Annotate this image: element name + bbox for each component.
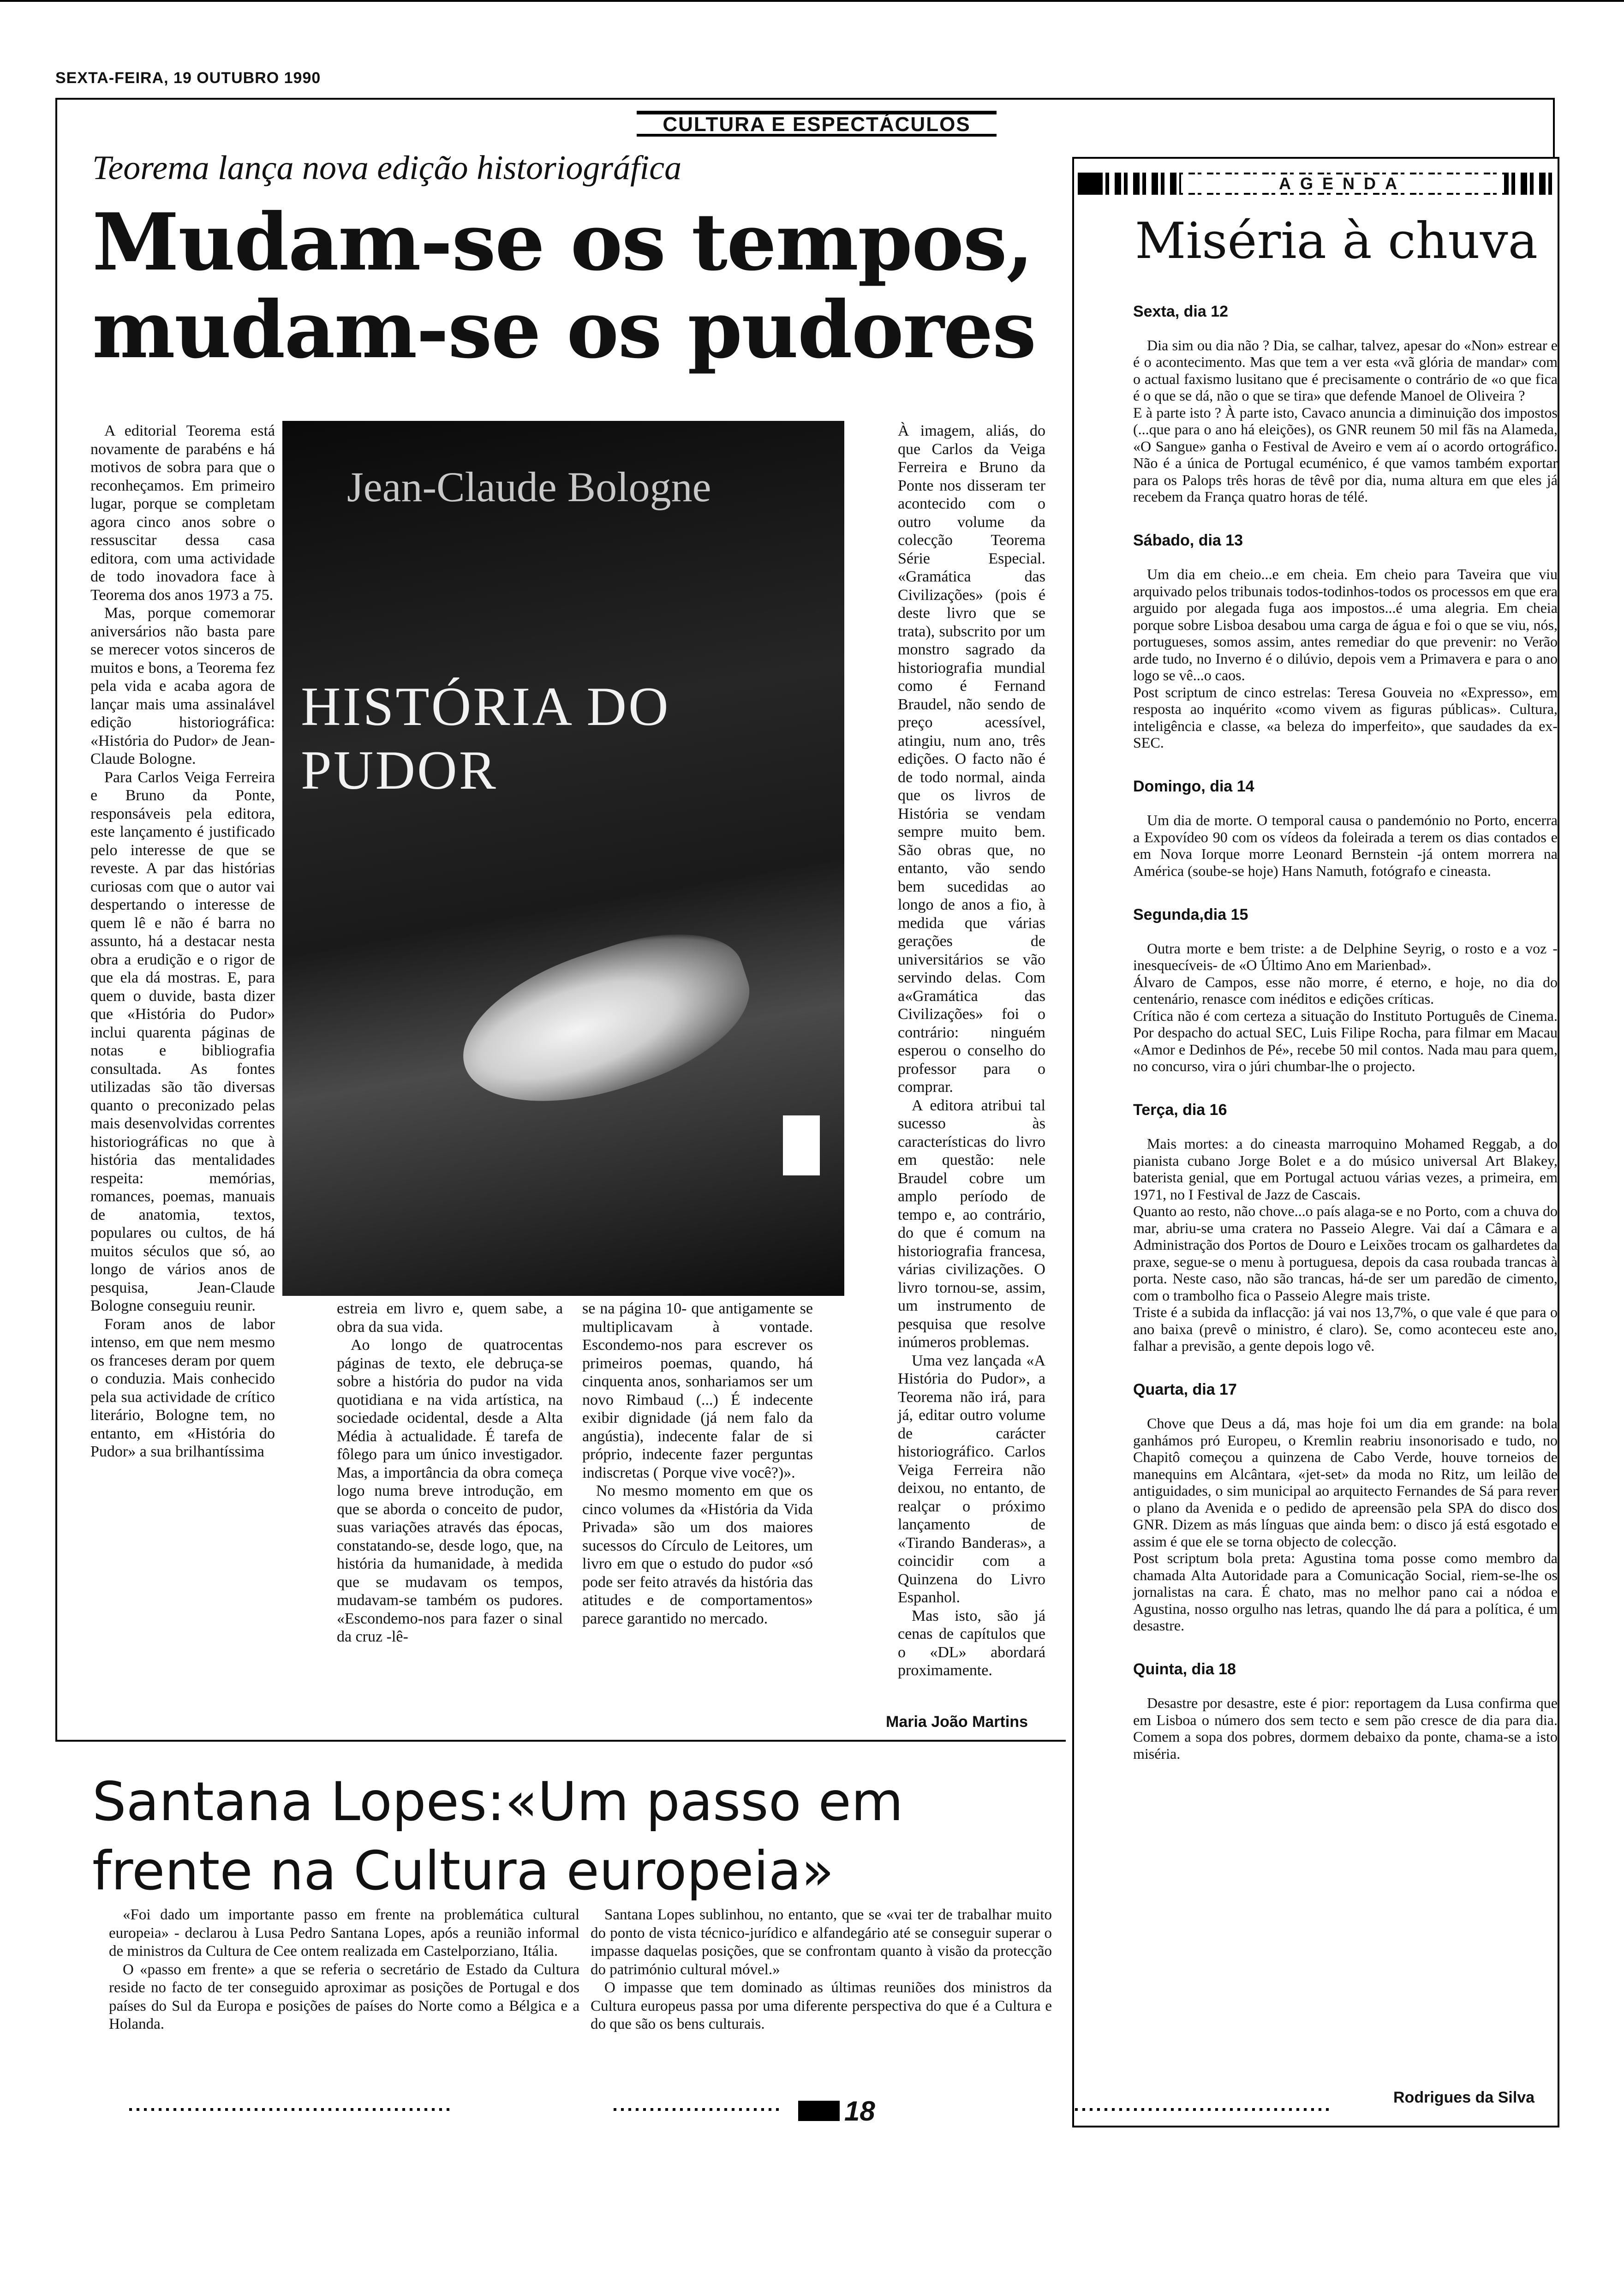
sidebar-title: Miséria à chuva xyxy=(1135,212,1538,270)
day-heading: Quarta, dia 17 xyxy=(1133,1381,1237,1398)
day-text: Desastre por desastre, este é pior: reportagem da Lusa confirma que em Lisboa o número dos sem tecto e sem pão cresce de dia para dia. Comem a sopa dos pobres, dormem debaixo da ponte, chama-se a isto miséria. xyxy=(1133,1695,1558,1762)
paragraph: A editorial Teorema está novamente de parabéns e há motivos de sobra para que o reconheçamos. Em primeiro lugar, porque se completam agora cinco anos sobre o ressuscitar dessa casa editora, com uma actividade de todo inovadora face à Teorema dos anos 1973 a 75. xyxy=(90,422,275,604)
sidebar-byline: Rodrigues da Silva xyxy=(1393,2089,1535,2106)
paragraph: Ao longo de quatrocentas páginas de texto, ele debruça-se sobre a história do pudor na vida quotidiana e na vida artística, na sociedade ocidental, desde a Alta Média à actualidade. É tarefa de fôlego para um único investigador. Mas, a importância da obra começa logo numa breve introdução, em que se aborda o conceito de pudor, suas variações através das épocas, constatando-se, desde logo, que, na história da humanidade, à medida que se mudavam os tempos, mudavam-se também os pudores. «Escondemo-nos para fazer o sinal da cruz -lê- xyxy=(337,1336,563,1645)
publisher-logo xyxy=(783,1115,820,1175)
article-kicker: Teorema lança nova edição historiográfica xyxy=(92,149,682,187)
dateline: SEXTA-FEIRA, 19 OUTUBRO 1990 xyxy=(55,69,321,87)
top-rule xyxy=(0,0,1624,2)
day-text: Outra morte e bem triste: a de Delphine Seyrig, o rosto e a voz -inesquecíveis- de «O Último Ano em Marienbad». Álvaro de Campos, esse não morre, é eterno, e hoje, no dia do centenário, renasce com inéditos e edições críticas. Crítica não é com certeza a situação do Instituto Português de Cinema. Por despacho do actual SEC, Luis Filipe Rocha, para filmar em Macau «Amor e Dedinhos de Pé», recebe 50 mil contos. Nada mau para quem, no concurso, vira o júri chumbar-lhe o projecto. xyxy=(1133,940,1558,1074)
book-cover-photo xyxy=(282,421,844,1296)
paragraph: estreia em livro e, quem sabe, a obra da sua vida. xyxy=(337,1300,563,1336)
article2-column-2 xyxy=(591,1906,1052,2034)
day-text: Mais mortes: a do cineasta marroquino Mohamed Reggab, a do pianista cubano Jorge Bolet e a do músico universal Art Blakey, baterista genial, que em Portugal actuou várias vezes, a primeira, em 1971, no I Festival de Jazz de Cascais. Quanto ao resto, não chove...o país alaga-se e no Porto, com a chuva do mar, abriu-se uma cratera no Passeio Alegre. Vai daí a Câmara e a Administração dos Portos de Douro e Leixões trocam os galhardetes da praxe, segue-se o menu à portuguesa, depois da casa roubada trancas à porta. Neste caso, não são trancas, há-de ser um paredão de cimento, com o trambolho fica o Passeio Alegre mais triste. Triste é a subida da inflacção: já vai nos 13,7%, o que vale é que para o ano baixa (prevê o ministro, é claro). Se, como aconteceu este ano, falhar a previsão, a gente depois logo vê. xyxy=(1133,1135,1558,1354)
article-column-2 xyxy=(337,1300,563,1646)
paragraph: Uma vez lançada «A História do Pudor», a Teorema não irá, para já, editar outro volume de carácter historiográfico. Carlos Veiga Ferreira não deixou, no entanto, de realçar o próximo lançamento de «Tirando Banderas», a coincidir com a Quinzena do Livro Espanhol. xyxy=(898,1352,1045,1606)
article-byline: Maria João Martins xyxy=(886,1713,1028,1731)
article-column-3 xyxy=(582,1300,813,1628)
day-heading: Sexta, dia 12 xyxy=(1133,302,1229,320)
day-text: Dia sim ou dia não ? Dia, se calhar, talvez, apesar do «Non» estrear e é o acontecimento. Mas que tem a ver esta «vã glória de mandar» com o actual faxismo lusitano que é precisamente o contrário de «o que fica é o que se dá, não o que se tira» que defende Manoel de Oliveira ? E à parte isto ? À parte isto, Cavaco anuncia a diminuição dos impostos (...que para o ano há eleições), os GNR reunem 50 mil fãs na Alameda, «O Sangue» ganha o Festival de Aveiro e vem aí o acordo ortográfico. Não é a única de Portugal ecuménico, é que vamos também exportar para os Palops três horas de têvê por dia, numa altura em que eles já recebem da França quatro horas de télé. xyxy=(1133,336,1558,505)
page-number: 18 xyxy=(844,2096,875,2127)
day-heading: Terça, dia 16 xyxy=(1133,1101,1227,1119)
paragraph: Mas, porque comemorar aniversários não basta pare se merecer votos sinceros de muitos e bons, a Teorema fez pela vida e acaba agora de lançar mais uma assinalável edição historiográfica: «História do Pudor» de Jean-Claude Bologne. xyxy=(90,605,275,767)
sidebar-band-marker xyxy=(1078,173,1100,195)
paragraph: «Foi dado um importante passo em frente na problemática cultural europeia» - declarou à Lusa Pedro Santana Lopes, após a reunião informal de ministros da Cultura de Cee ontem realizada em Castelporziano, Itália. xyxy=(109,1906,579,1959)
day-text: Chove que Deus a dá, mas hoje foi um dia em grande: na bola ganhámos pró Europeu, o Kremlin reabriu insonorisado e tudo, no Chapitô começou a quinzena de Cabo Verde, houve torneios de manequins em Alcântara, «jet-set» da moda no Ritz, um leilão de antiguidades, o sim municipal ao arquitecto Fernandes de Sá para rever o plano da Avenida e o pedido de apreensão pela SPA do disco dos GNR. Dizem as más línguas que ainda bem: o disco já está esgotado e assim é que ele se torna objecto de colecção. Post scriptum bola preta: Agustina toma posse como membro da chamada Alta Autoridade para a Comunicação Social, riem-se-lhe os jornalistas na cara. É chato, mas no melhor pano cai a nódoa e Agustina, nosso orgulho nas letras, quando lhe dá para a política, é um desastre. xyxy=(1133,1415,1558,1634)
paragraph: O impasse que tem dominado as últimas reuniões dos ministros da Cultura europeus passa por uma diferente perspectiva do que é a Cultura e do que são os bens culturais. xyxy=(591,1979,1052,2032)
paragraph: A editora atribui tal sucesso às características do livro em questão: nele Braudel cobre um amplo período de tempo e, ao contrário, do que é comum na historiografia francesa, várias civilizações. O livro tornou-se, assim, um instrumento de pesquisa que resolve inúmeros problemas. xyxy=(898,1097,1045,1351)
photo-book-title: HISTÓRIA DO PUDOR xyxy=(301,676,670,801)
article-column-1 xyxy=(90,422,275,1461)
left-frame-rule xyxy=(55,98,57,1741)
article2-top-rule xyxy=(55,1740,1066,1742)
footer-speckle xyxy=(129,2108,452,2111)
header-rule-right xyxy=(1553,98,1555,158)
article-column-4 xyxy=(898,422,1045,1680)
day-heading: Domingo, dia 14 xyxy=(1133,778,1254,795)
paragraph: No mesmo momento em que os cinco volumes da «História da Vida Privada» são um dos maiores sucessos do Círculo de Leitores, um livro em que o estudo do pudor «só pode ser feito através da história das atitudes e de comportamentos» parece garantido no mercado. xyxy=(582,1482,813,1627)
day-text: Um dia de morte. O temporal causa o pandemónio no Porto, encerra a Expovídeo 90 com os vídeos da foleirada a terem os dias contados e em Nova Iorque morre Leonard Bernstein -já ontem morrera na América (soube-se hoje) Hans Namuth, fotógrafo e cineasta. xyxy=(1133,812,1558,879)
day-text: Um dia em cheio...e em cheia. Em cheio para Taveira que viu arquivado pelos tribunais todos-todinhos-todos os processos em que era arguido por alegada fuga aos impostos...é uma alegria. Em cheia porque sobre Lisboa desabou uma carga de água e foi o que se viu, nós, portugueses, somos assim, antes remediar do que prevenir: no Verão arde tudo, no Inverno é o dilúvio, depois vem a Primavera e para o ano logo se vê...o caos. Post scriptum de cinco estrelas: Teresa Gouveia no «Expresso», em resposta ao inquérito «como vivem as figuras públicas». Cultura, inteligência e classe, «a beleza do imperfeito», que saudades da ex-SEC. xyxy=(1133,566,1558,751)
paragraph: Santana Lopes sublinhou, no entanto, que se «vai ter de trabalhar muito do ponto de vista técnico-jurídico e alfandegário até se conseguir superar o impasse daquelas posições, que se confrontam quanto à visão da protecção do património cultural móvel.» xyxy=(591,1906,1052,1978)
paragraph: se na página 10- que antigamente se multiplicavam à vontade. Escondemo-nos para escrever os primeiros poemas, quando, há cinquenta anos, sonhariamos ser um novo Rimbaud (...) É indecente exibir dignidade (já nem falo da angústia), indecente falar de si próprio, indecente fazer perguntas indiscretas ( Porque vive você?)». xyxy=(582,1300,813,1481)
header-rule xyxy=(55,98,1555,100)
section-banner: CULTURA E ESPECTÁCULOS xyxy=(637,111,997,137)
paragraph: O «passo em frente» a que se referia o secretário de Estado da Cultura reside no facto de ter conseguido aproximar as posições de Portugal e dos países do Sul da Europa e posições de países do Norte como a Bélgica e a Holanda. xyxy=(109,1961,579,2032)
paragraph: À imagem, aliás, do que Carlos da Veiga Ferreira e Bruno da Ponte nos disseram ter acontecido com o outro volume da colecção Teorema Série Especial. «Gramática das Civilizações» (pois é deste livro que se trata), subscrito por um monstro sagrado da historiografia mundial como é Fernand Braudel, não sendo de preço acessível, atingiu, num ano, três edições. O facto não é de todo normal, ainda que os livros de História se vendam sempre muito bem. São obras que, no entanto, vão sendo bem sucedidas ao longo de anos a fio, à medida que várias gerações de universitários se vão servindo delas. Com a«Gramática das Civilizações» foi o contrário: ninguém esperou o conselho do professor para o comprar. xyxy=(898,422,1045,1096)
sidebar-agenda xyxy=(1133,286,1558,1779)
reclining-figure xyxy=(443,909,767,1132)
paragraph: Foram anos de labor intenso, em que nem mesmo os franceses deram por quem o conduzia. Mais conhecido pela sua actividade de crítico literário, Bologne tem, no entanto, em «História do Pudor» a sua brilhantíssima xyxy=(90,1315,275,1460)
paragraph: Mas isto, são já cenas de capítulos que o «DL» abordará proximamente. xyxy=(898,1607,1045,1679)
article-headline: Mudam-se os tempos, mudam-se os pudores xyxy=(92,196,1036,376)
footer-logo-mark xyxy=(798,2101,840,2121)
footer-speckle xyxy=(614,2108,780,2111)
article2-column-1 xyxy=(109,1906,579,2034)
day-heading: Segunda,dia 15 xyxy=(1133,905,1248,923)
photo-author-text: Jean-Claude Bologne xyxy=(347,463,711,510)
sidebar-band-label: AGENDA xyxy=(1181,174,1504,193)
paragraph: Para Carlos Veiga Ferreira e Bruno da Ponte, responsáveis pela editora, este lançamento é justificado pelo interesse de que se reveste. A par das histórias curiosas com que o autor vai despertando o interesse de quem lê e não é barra no assunto, há a destacar nesta obra a erudição e o rigor de que ela dá mostras. E, para quem o duvide, basta dizer que «História do Pudor» inclui quarenta páginas de notas e bibliografia consultada. As fontes utilizadas são tão diversas quanto o preconizado pelas mais desenvolvidas correntes historiográficas no que à história das mentalidades respeita: memórias, romances, poemas, manuais de anatomia, textos, populares ou cultos, de há muitos séculos que só, ao longo de vários anos de pesquisa, Jean-Claude Bologne conseguiu reunir. xyxy=(90,768,275,1314)
day-heading: Sábado, dia 13 xyxy=(1133,532,1243,549)
article2-headline: Santana Lopes:«Um passo em frente na Cultura europeia» xyxy=(92,1771,903,1902)
footer-speckle xyxy=(1075,2108,1333,2111)
day-heading: Quinta, dia 18 xyxy=(1133,1660,1236,1678)
